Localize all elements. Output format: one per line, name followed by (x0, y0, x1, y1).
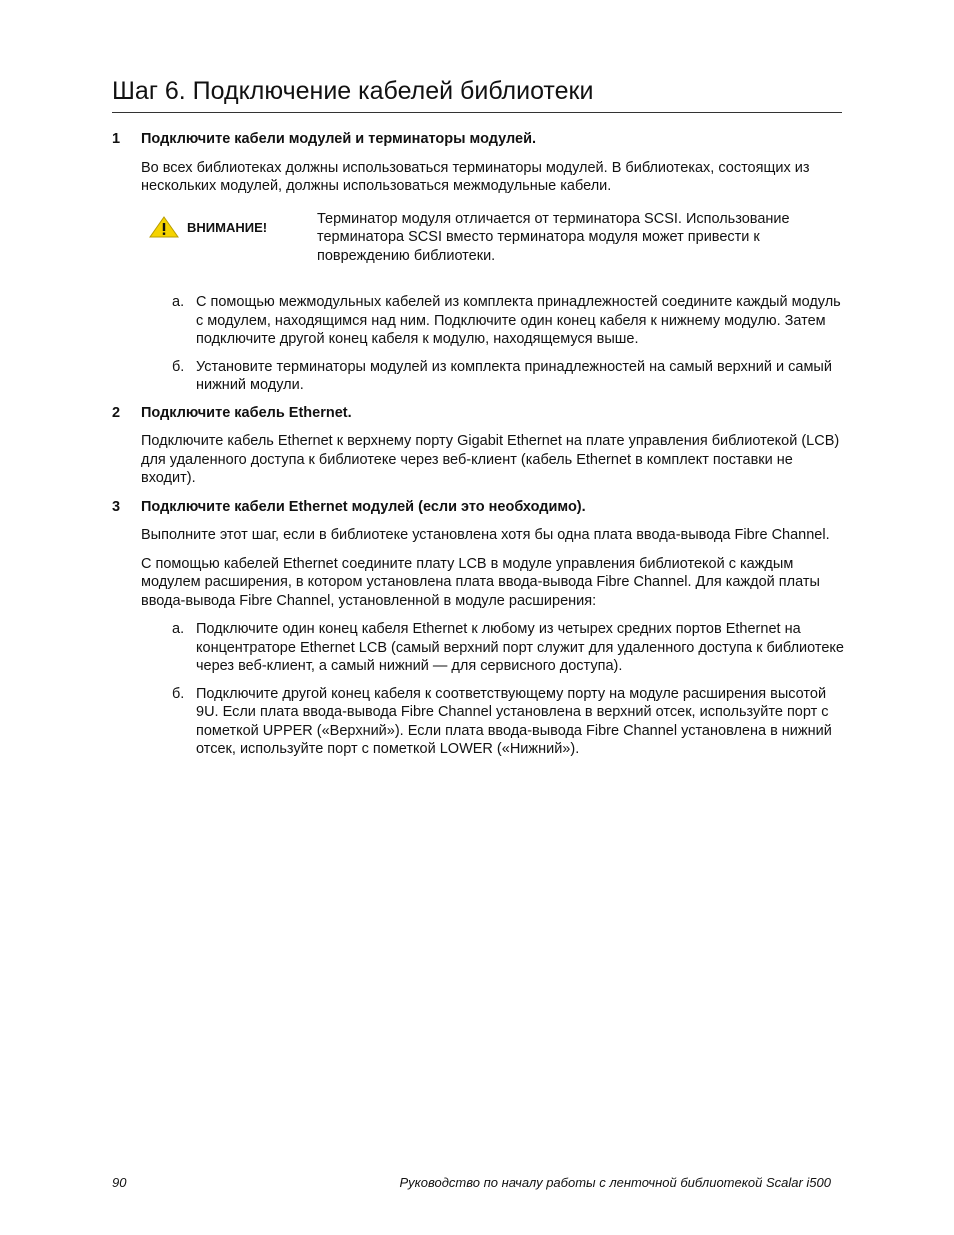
step-heading-text: Подключите кабель Ethernet. (141, 404, 352, 421)
list-item-text: С помощью межмодульных кабелей из комплекта принадлежностей соедините каждый модуль с модулем, находящимся над ним. Подключите один конец кабеля к нижнему модулю. Затем подключите другой конец кабеля к модулю, находящемуся выше. (196, 294, 841, 347)
list-item (172, 358, 847, 395)
step-3-heading (112, 498, 847, 517)
list-item-text: Установите терминаторы модулей из комплекта принадлежностей на самый верхний и самый нижний модули. (196, 358, 832, 393)
list-item-label: б. (172, 685, 185, 702)
paragraph: Выполните этот шаг, если в библиотеке установлена хотя бы одна плата ввода-вывода Fibre Channel. (141, 527, 830, 543)
paragraph: Во всех библиотеках должны использоваться терминаторы модулей. В библиотеках, состоящих из нескольких модулей, должны использоваться межмодульные кабели. (141, 159, 810, 194)
list-item-label: a. (172, 621, 185, 637)
paragraph: С помощью кабелей Ethernet соедините плату LCB в модуле управления библиотекой с каждым модулем расширения, в котором установлена плата ввода-вывода Fibre Channel. Для каждой платы ввода-вывода Fibre Channel, установленной в модуле расширения: (141, 555, 820, 609)
step-1-heading (112, 130, 847, 149)
step-heading-text: Подключите кабели модулей и терминаторы модулей. (141, 131, 537, 147)
list-item-label: б. (172, 358, 185, 375)
main-content (112, 130, 847, 768)
page-title: Шаг 6. Подключение кабелей библиотеки (112, 76, 842, 113)
list-item (172, 685, 847, 759)
list-item-text: Подключите один конец кабеля Ethernet к любому из четырех средних портов Ethernet на концентраторе Ethernet LCB (самый верхний порт служит для удаленного доступа к библиотеке через веб-клиент, а самый нижний — для сервисного доступа). (196, 621, 844, 674)
step-number: 3 (112, 498, 121, 515)
warning-label-group (149, 210, 317, 266)
list-item-text: Подключите другой конец кабеля к соответствующему порту на модуле расширения высотой 9U. Если плата ввода-вывода Fibre Channel установлена в верхний отсек, используйте порт с пометкой UPPER («Верхний»). Если плата ввода-вывода Fibre Channel установлена в нижний отсек, используйте порт с пометкой LOWER («Нижний»). (196, 685, 832, 757)
document-title-footer: Руководство по началу работы с ленточной библиотекой Scalar i500 (399, 1175, 831, 1190)
list-item (172, 620, 847, 676)
warning-text: Терминатор модуля отличается от терминатора SCSI. Использование терминатора SCSI вместо терминатора модуля может привести к повреждению библиотеки. (317, 210, 790, 264)
warning-triangle-icon (149, 216, 179, 244)
step-2-heading (112, 404, 847, 423)
step-number: 2 (112, 404, 121, 421)
warning-box (149, 210, 847, 266)
warning-label: ВНИМАНИЕ! (187, 219, 268, 235)
step-number: 1 (112, 131, 121, 147)
list-item-label: a. (172, 294, 185, 310)
page-number: 90 (112, 1175, 127, 1190)
list-item (172, 293, 847, 349)
step-heading-text: Подключите кабели Ethernet модулей (если это необходимо). (141, 498, 586, 515)
paragraph: Подключите кабель Ethernet к верхнему порту Gigabit Ethernet на плате управления библиотекой (LCB) для удаленного доступа к библиотеке через веб-клиент (кабель Ethernet в комплект поставки не входит). (141, 433, 840, 486)
